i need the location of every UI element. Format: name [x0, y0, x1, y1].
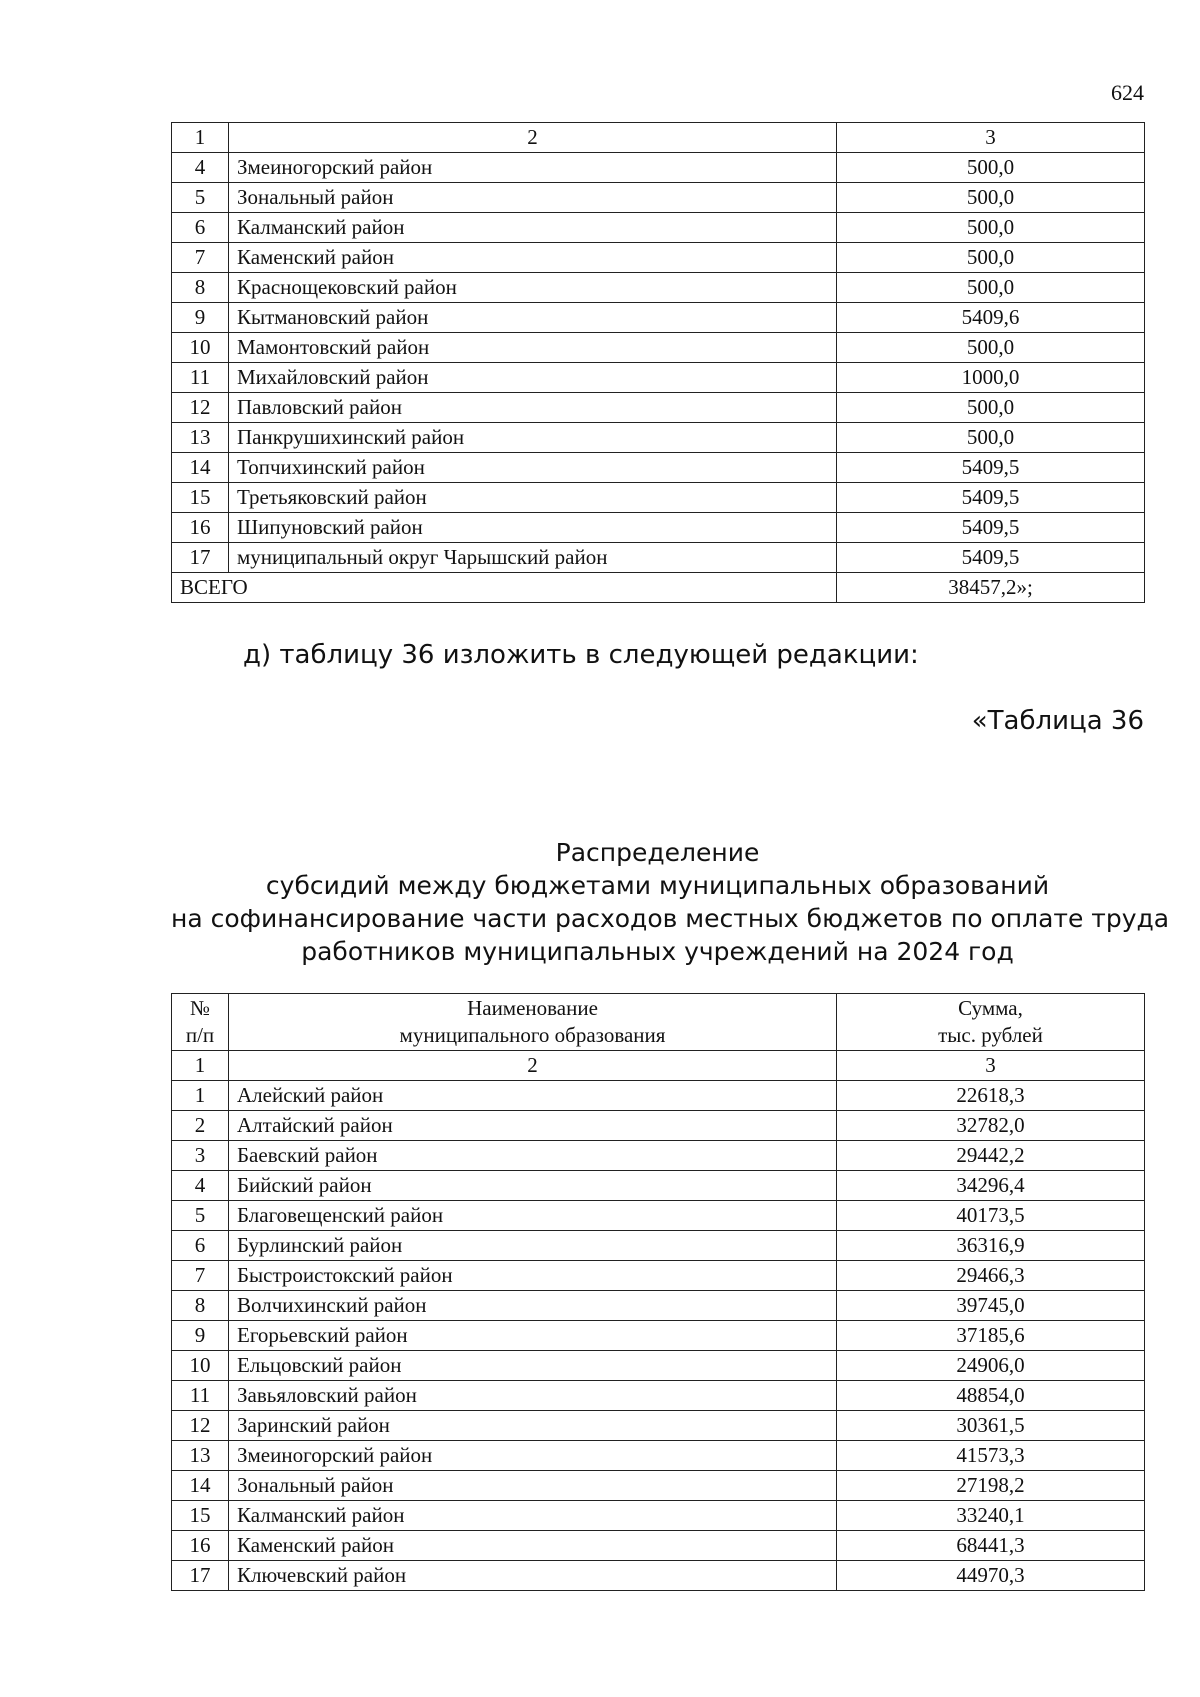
- amount-cell: 500,0: [837, 423, 1145, 453]
- header-text: Сумма,: [958, 996, 1023, 1020]
- row-number-cell: 16: [172, 1531, 229, 1561]
- table-row: [172, 1501, 1145, 1531]
- district-name-cell: Заринский район: [229, 1411, 837, 1441]
- column-index-cell: 2: [229, 123, 837, 153]
- district-name-cell: Баевский район: [229, 1141, 837, 1171]
- row-number-cell: 4: [172, 153, 229, 183]
- district-name-cell: Мамонтовский район: [229, 333, 837, 363]
- total-label: ВСЕГО: [172, 573, 837, 603]
- amount-cell: 500,0: [837, 213, 1145, 243]
- table-row: [172, 543, 1145, 573]
- table-row: [172, 1261, 1145, 1291]
- amount-cell: 500,0: [837, 243, 1145, 273]
- amount-cell: 44970,3: [837, 1561, 1145, 1591]
- amount-cell: 37185,6: [837, 1321, 1145, 1351]
- row-number-cell: 2: [172, 1111, 229, 1141]
- table-row: [172, 243, 1145, 273]
- table-body: [172, 123, 1145, 603]
- row-number-cell: 13: [172, 423, 229, 453]
- table-label: «Таблица 36: [971, 706, 1144, 736]
- amount-cell: 39745,0: [837, 1291, 1145, 1321]
- amount-cell: 29442,2: [837, 1141, 1145, 1171]
- amount-cell: 5409,5: [837, 453, 1145, 483]
- table-row: [172, 1321, 1145, 1351]
- amount-cell: 5409,6: [837, 303, 1145, 333]
- subsidy-table-continued: [171, 122, 1145, 603]
- row-number-cell: 6: [172, 213, 229, 243]
- amount-cell: 1000,0: [837, 363, 1145, 393]
- amount-cell: 24906,0: [837, 1351, 1145, 1381]
- district-name-cell: Быстроистокский район: [229, 1261, 837, 1291]
- district-name-cell: Завьяловский район: [229, 1381, 837, 1411]
- row-number-cell: 5: [172, 1201, 229, 1231]
- header-text: №: [189, 996, 211, 1020]
- district-name-cell: Павловский район: [229, 393, 837, 423]
- row-number-cell: 10: [172, 333, 229, 363]
- district-name-cell: Егорьевский район: [229, 1321, 837, 1351]
- table-row: [172, 1351, 1145, 1381]
- row-number-cell: 9: [172, 1321, 229, 1351]
- header-text: тыс. рублей: [938, 1023, 1043, 1047]
- table-row: [172, 393, 1145, 423]
- district-name-cell: Благовещенский район: [229, 1201, 837, 1231]
- table-row: [172, 1081, 1145, 1111]
- header-cell-name: [229, 994, 837, 1051]
- amount-cell: 34296,4: [837, 1171, 1145, 1201]
- row-number-cell: 11: [172, 363, 229, 393]
- table-row: [172, 1531, 1145, 1561]
- table-row: [172, 1141, 1145, 1171]
- table-row: [172, 453, 1145, 483]
- table-row: [172, 1561, 1145, 1591]
- row-number-cell: 8: [172, 1291, 229, 1321]
- table-row: [172, 513, 1145, 543]
- district-name-cell: муниципальный округ Чарышский район: [229, 543, 837, 573]
- amount-cell: 30361,5: [837, 1411, 1145, 1441]
- header-text: Наименование: [467, 996, 598, 1020]
- amount-cell: 27198,2: [837, 1471, 1145, 1501]
- district-name-cell: Каменский район: [229, 1531, 837, 1561]
- table-row: [172, 213, 1145, 243]
- district-name-cell: Зональный район: [229, 183, 837, 213]
- row-number-cell: 14: [172, 453, 229, 483]
- total-value: 38457,2»;: [837, 573, 1145, 603]
- amount-cell: 41573,3: [837, 1441, 1145, 1471]
- table-row: [172, 483, 1145, 513]
- district-name-cell: Краснощековский район: [229, 273, 837, 303]
- district-name-cell: Третьяковский район: [229, 483, 837, 513]
- amount-cell: 36316,9: [837, 1231, 1145, 1261]
- row-number-cell: 3: [172, 1141, 229, 1171]
- district-name-cell: Алтайский район: [229, 1111, 837, 1141]
- table-body: [172, 994, 1145, 1591]
- amount-cell: 500,0: [837, 183, 1145, 213]
- table-row: [172, 273, 1145, 303]
- amount-cell: 33240,1: [837, 1501, 1145, 1531]
- page-number: 624: [1111, 80, 1144, 105]
- amount-cell: 68441,3: [837, 1531, 1145, 1561]
- table-row: [172, 1381, 1145, 1411]
- row-number-cell: 5: [172, 183, 229, 213]
- district-name-cell: Панкрушихинский район: [229, 423, 837, 453]
- district-name-cell: Волчихинский район: [229, 1291, 837, 1321]
- column-index-cell: 2: [229, 1051, 837, 1081]
- row-number-cell: 12: [172, 393, 229, 423]
- subsidy-distribution-table: [171, 993, 1145, 1591]
- district-name-cell: Змеиногорский район: [229, 153, 837, 183]
- header-row: [172, 994, 1145, 1051]
- amount-cell: 5409,5: [837, 513, 1145, 543]
- title-line: Распределение: [555, 838, 760, 867]
- row-number-cell: 15: [172, 483, 229, 513]
- row-number-cell: 11: [172, 1381, 229, 1411]
- column-index-row: [172, 123, 1145, 153]
- column-index-cell: 3: [837, 123, 1145, 153]
- row-number-cell: 6: [172, 1231, 229, 1261]
- amount-cell: 32782,0: [837, 1111, 1145, 1141]
- amount-cell: 48854,0: [837, 1381, 1145, 1411]
- header-text: муниципального образования: [399, 1023, 666, 1047]
- row-number-cell: 7: [172, 243, 229, 273]
- district-name-cell: Топчихинский район: [229, 453, 837, 483]
- row-number-cell: 4: [172, 1171, 229, 1201]
- district-name-cell: Алейский район: [229, 1081, 837, 1111]
- table-row: [172, 1231, 1145, 1261]
- table-row: [172, 183, 1145, 213]
- district-name-cell: Змеиногорский район: [229, 1441, 837, 1471]
- district-name-cell: Каменский район: [229, 243, 837, 273]
- table-row: [172, 1411, 1145, 1441]
- district-name-cell: Бурлинский район: [229, 1231, 837, 1261]
- row-number-cell: 16: [172, 513, 229, 543]
- title-line: работников муниципальных учреждений на 2024 год: [301, 937, 1014, 966]
- table-row: [172, 153, 1145, 183]
- amount-cell: 500,0: [837, 153, 1145, 183]
- row-number-cell: 10: [172, 1351, 229, 1381]
- amount-cell: 5409,5: [837, 543, 1145, 573]
- district-name-cell: Шипуновский район: [229, 513, 837, 543]
- header-text: п/п: [185, 1023, 215, 1047]
- row-number-cell: 7: [172, 1261, 229, 1291]
- district-name-cell: Ключевский район: [229, 1561, 837, 1591]
- row-number-cell: 13: [172, 1441, 229, 1471]
- table-row: [172, 363, 1145, 393]
- amount-cell: 5409,5: [837, 483, 1145, 513]
- row-number-cell: 8: [172, 273, 229, 303]
- amount-cell: 40173,5: [837, 1201, 1145, 1231]
- table-row: [172, 1471, 1145, 1501]
- row-number-cell: 12: [172, 1411, 229, 1441]
- column-index-row: [172, 1051, 1145, 1081]
- district-name-cell: Зональный район: [229, 1471, 837, 1501]
- district-name-cell: Михайловский район: [229, 363, 837, 393]
- table-title: [171, 836, 1170, 968]
- table-row: [172, 333, 1145, 363]
- table-row: [172, 1291, 1145, 1321]
- total-row: [172, 573, 1145, 603]
- row-number-cell: 17: [172, 1561, 229, 1591]
- amount-cell: 500,0: [837, 333, 1145, 363]
- district-name-cell: Ельцовский район: [229, 1351, 837, 1381]
- row-number-cell: 17: [172, 543, 229, 573]
- district-name-cell: Бийский район: [229, 1171, 837, 1201]
- title-line: субсидий между бюджетами муниципальных образований: [265, 871, 1050, 900]
- row-number-cell: 15: [172, 1501, 229, 1531]
- column-index-cell: 1: [172, 123, 229, 153]
- amount-cell: 22618,3: [837, 1081, 1145, 1111]
- amount-cell: 29466,3: [837, 1261, 1145, 1291]
- table-row: [172, 423, 1145, 453]
- title-line: на софинансирование части расходов местных бюджетов по оплате труда: [171, 904, 1170, 933]
- table-row: [172, 1441, 1145, 1471]
- table-row: [172, 1201, 1145, 1231]
- district-name-cell: Кытмановский район: [229, 303, 837, 333]
- district-name-cell: Калманский район: [229, 213, 837, 243]
- table-row: [172, 303, 1145, 333]
- column-index-cell: 3: [837, 1051, 1145, 1081]
- amount-cell: 500,0: [837, 273, 1145, 303]
- table-row: [172, 1111, 1145, 1141]
- row-number-cell: 14: [172, 1471, 229, 1501]
- header-cell-number: [172, 994, 229, 1051]
- column-index-cell: 1: [172, 1051, 229, 1081]
- table-row: [172, 1171, 1145, 1201]
- amount-cell: 500,0: [837, 393, 1145, 423]
- header-cell-amount: [837, 994, 1145, 1051]
- district-name-cell: Калманский район: [229, 1501, 837, 1531]
- row-number-cell: 1: [172, 1081, 229, 1111]
- row-number-cell: 9: [172, 303, 229, 333]
- instruction-text: д) таблицу 36 изложить в следующей редакции:: [243, 640, 919, 670]
